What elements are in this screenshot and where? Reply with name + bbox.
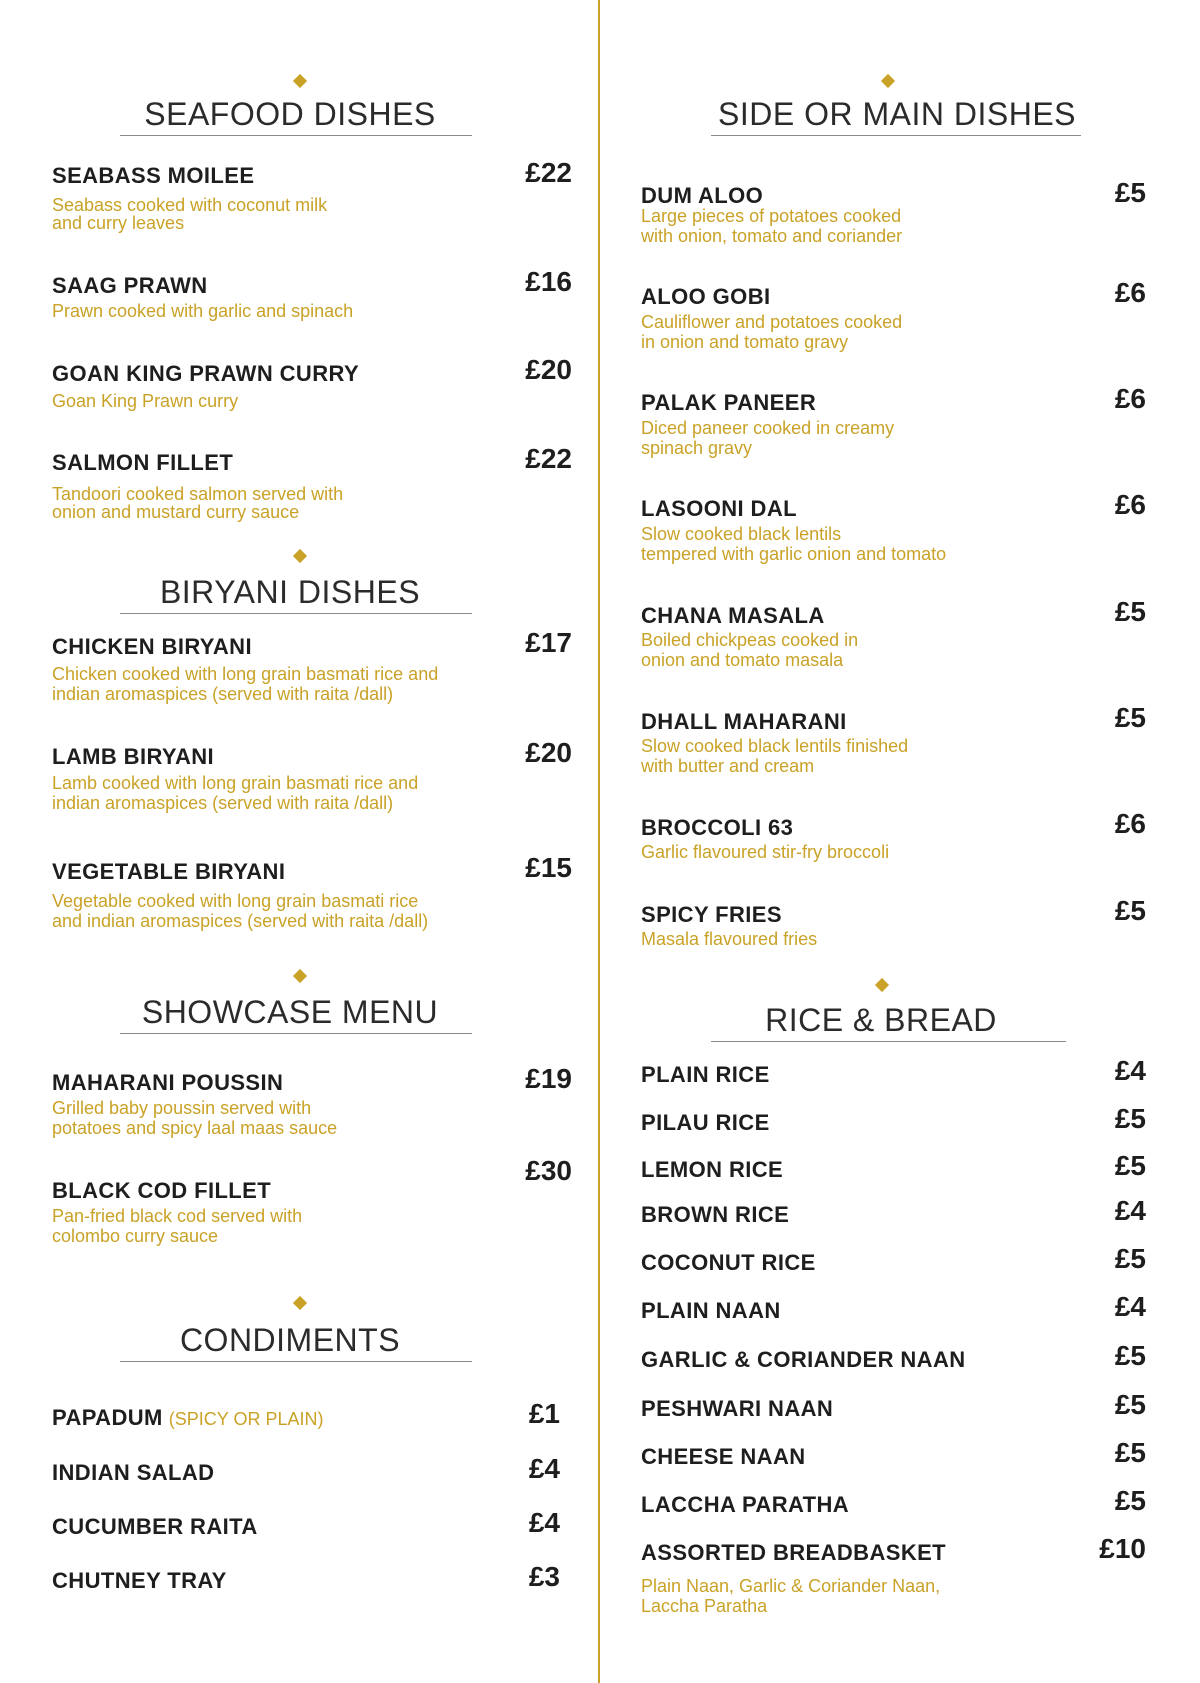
menu-item-price: £5 (1114, 1103, 1146, 1134)
menu-item-price: £20 (525, 354, 572, 385)
menu-item-name: VEGETABLE BIRYANI (52, 859, 286, 884)
menu-item-price: £6 (1114, 808, 1146, 839)
menu-item-name: PALAK PANEER (641, 390, 817, 415)
menu-item-name: CHICKEN BIRYANI (52, 634, 252, 659)
menu-item-name: LASOONI DAL (641, 496, 797, 521)
menu-item-desc: and indian aromaspices (served with raita /dall) (52, 911, 429, 931)
section-rule (711, 135, 1081, 136)
section-rule (120, 135, 472, 136)
section-title-rice-bread: RICE & BREAD (765, 1002, 997, 1038)
menu-item-name: BROWN RICE (641, 1202, 790, 1227)
menu-item-price: £5 (1114, 895, 1146, 926)
menu-item-name: PLAIN RICE (641, 1062, 770, 1087)
menu-item-price: £5 (1114, 1437, 1146, 1468)
menu-item-desc: with onion, tomato and coriander (641, 226, 903, 246)
menu-item-desc: Slow cooked black lentils (641, 524, 842, 544)
menu-item-desc: Large pieces of potatoes cooked (641, 206, 902, 226)
menu-item-name: BROCCOLI 63 (641, 815, 794, 840)
menu-item-price: £4 (528, 1507, 560, 1538)
menu-item-name: ASSORTED BREADBASKET (641, 1540, 947, 1565)
menu-item-price: £6 (1114, 489, 1146, 520)
menu-item-price: £4 (1114, 1055, 1146, 1086)
menu-item-price: £1 (528, 1398, 560, 1429)
menu-item-price: £5 (1114, 702, 1146, 733)
menu-item-desc: Masala flavoured fries (641, 929, 818, 949)
menu-item-desc: indian aromaspices (served with raita /dall) (52, 793, 394, 813)
menu-item-name: LAMB BIRYANI (52, 744, 215, 769)
menu-item-name: PESHWARI NAAN (641, 1396, 834, 1421)
menu-item-price: £20 (525, 737, 572, 768)
menu-item-name: SPICY FRIES (641, 902, 782, 927)
section-rule (120, 1033, 472, 1034)
menu-item-price: £5 (1114, 1389, 1146, 1420)
menu-item-name (52, 1405, 323, 1431)
menu-item-name: DHALL MAHARANI (641, 709, 847, 734)
menu-item-price: £5 (1114, 596, 1146, 627)
menu-item-desc: Garlic flavoured stir-fry broccoli (641, 842, 890, 862)
menu-item-desc: Goan King Prawn curry (52, 391, 239, 411)
menu-item-name: PLAIN NAAN (641, 1298, 781, 1323)
menu-item-note: (SPICY OR PLAIN) (168, 1409, 324, 1429)
menu-item-price: £5 (1114, 177, 1146, 208)
menu-item-desc: Chicken cooked with long grain basmati rice and (52, 664, 439, 684)
section-title-seafood: SEAFOOD DISHES (144, 96, 436, 132)
menu-item-price: £4 (1114, 1195, 1146, 1226)
menu-item-price: £5 (1114, 1340, 1146, 1371)
menu-item-price: £10 (1099, 1533, 1146, 1564)
menu-item-desc: Laccha Paratha (641, 1596, 768, 1616)
menu-item-price: £6 (1114, 383, 1146, 414)
menu-item-name: MAHARANI POUSSIN (52, 1070, 284, 1095)
menu-item-name: ALOO GOBI (641, 284, 771, 309)
menu-item-name: CHANA MASALA (641, 603, 825, 628)
menu-item-desc: with butter and cream (641, 756, 815, 776)
menu-item-desc: Prawn cooked with garlic and spinach (52, 301, 354, 321)
diamond-ornament (875, 978, 889, 992)
menu-item-name: BLACK COD FILLET (52, 1178, 272, 1203)
menu-item-price: £16 (525, 266, 572, 297)
menu-item-desc: colombo curry sauce (52, 1226, 219, 1246)
menu-item-price: £19 (525, 1063, 572, 1094)
section-rule (120, 613, 472, 614)
menu-item-desc: tempered with garlic onion and tomato (641, 544, 947, 564)
menu-item-desc: Lamb cooked with long grain basmati rice and (52, 773, 419, 793)
menu-item-name: COCONUT RICE (641, 1250, 816, 1275)
menu-item-price: £4 (1114, 1291, 1146, 1322)
menu-item-price: £5 (1114, 1485, 1146, 1516)
menu-item-name: SALMON FILLET (52, 450, 234, 475)
menu-item-desc: onion and mustard curry sauce (52, 502, 300, 522)
menu-item-price: £17 (525, 627, 572, 658)
menu-item-price: £30 (525, 1155, 572, 1186)
menu-item-price: £15 (525, 852, 572, 883)
diamond-ornament (881, 74, 895, 88)
section-rule (711, 1041, 1066, 1042)
menu-item-desc: Pan-fried black cod served with (52, 1206, 303, 1226)
menu-item-price: £6 (1114, 277, 1146, 308)
menu-item-desc: Tandoori cooked salmon served with (52, 484, 344, 504)
menu-item-desc: spinach gravy (641, 438, 753, 458)
menu-item-price: £4 (528, 1453, 560, 1484)
menu-item-name: INDIAN SALAD (52, 1460, 215, 1485)
menu-item-name: CHEESE NAAN (641, 1444, 806, 1469)
menu-item-desc: Cauliflower and potatoes cooked (641, 312, 903, 332)
menu-item-desc: indian aromaspices (served with raita /dall) (52, 684, 394, 704)
menu-item-name: CUCUMBER RAITA (52, 1514, 258, 1539)
section-title-showcase: SHOWCASE MENU (141, 994, 439, 1030)
diamond-ornament (293, 1296, 307, 1310)
section-title-biryani: BIRYANI DISHES (159, 574, 421, 610)
menu-item-desc: Plain Naan, Garlic & Coriander Naan, (641, 1576, 941, 1596)
menu-item-price: £5 (1114, 1243, 1146, 1274)
menu-item-name-text: PAPADUM (52, 1405, 163, 1430)
diamond-ornament (293, 969, 307, 983)
menu-item-desc: Grilled baby poussin served with (52, 1098, 312, 1118)
menu-item-price: £3 (528, 1561, 560, 1592)
section-title-sides: SIDE OR MAIN DISHES (718, 96, 1076, 132)
menu-item-name: CHUTNEY TRAY (52, 1568, 227, 1593)
menu-item-desc: potatoes and spicy laal maas sauce (52, 1118, 338, 1138)
menu-item-name: LEMON RICE (641, 1157, 784, 1182)
menu-item-desc: Slow cooked black lentils finished (641, 736, 909, 756)
menu-item-desc: Boiled chickpeas cooked in (641, 630, 859, 650)
column-divider (598, 0, 600, 1683)
menu-item-name: LACCHA PARATHA (641, 1492, 850, 1517)
section-title-condiments: CONDIMENTS (179, 1322, 401, 1358)
menu-item-name: SAAG PRAWN (52, 273, 208, 298)
menu-item-name: PILAU RICE (641, 1110, 770, 1135)
menu-item-price: £22 (525, 443, 572, 474)
menu-item-price: £22 (525, 157, 572, 188)
diamond-ornament (293, 549, 307, 563)
menu-item-desc: in onion and tomato gravy (641, 332, 849, 352)
diamond-ornament (293, 74, 307, 88)
section-rule (120, 1361, 472, 1362)
menu-item-desc: Seabass cooked with coconut milk (52, 195, 328, 215)
menu-item-desc: and curry leaves (52, 213, 185, 233)
menu-item-name: GOAN KING PRAWN CURRY (52, 361, 360, 386)
menu-item-desc: Diced paneer cooked in creamy (641, 418, 895, 438)
menu-item-price: £5 (1114, 1150, 1146, 1181)
menu-item-name: SEABASS MOILEE (52, 163, 255, 188)
menu-item-desc: Vegetable cooked with long grain basmati rice (52, 891, 419, 911)
menu-item-name: GARLIC & CORIANDER NAAN (641, 1347, 966, 1372)
menu-item-desc: onion and tomato masala (641, 650, 844, 670)
menu-item-name: DUM ALOO (641, 183, 764, 208)
